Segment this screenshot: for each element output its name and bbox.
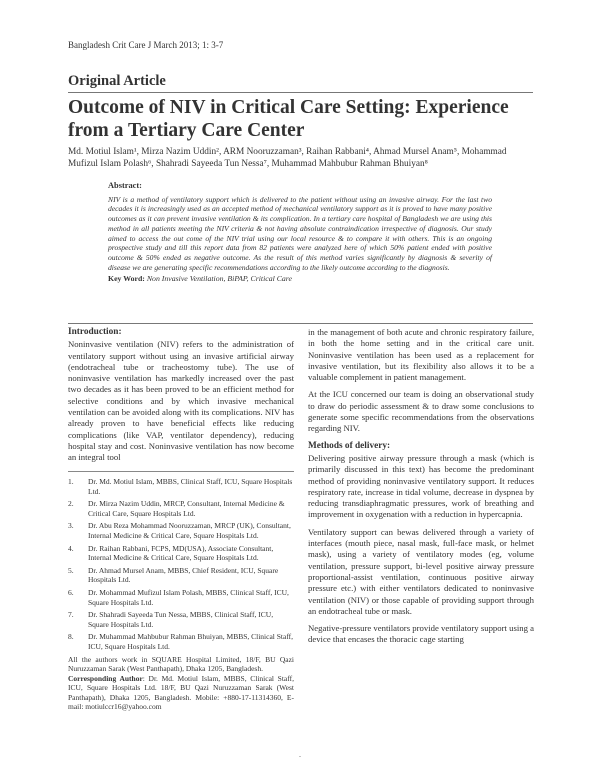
right-column bbox=[308, 327, 534, 652]
methods-paragraph: Delivering positive airway pressure through a mask (which is primarily discussed in this text) has become the predominant method of providing noninvasive ventilatory support. It reduces respiratory rate, increase in tidal volume, decrease in dyspnea by reducing transdiaphragmatic pressures, work of breathing and improvement in oxygenation with a reduction in hypercapnia. bbox=[308, 452, 534, 520]
author-line: Md. Motiul Islam¹, Mirza Nazim Uddin², ARM Nooruzzaman³, Raihan Rabbani⁴, Ahmad Mursel Anam⁵, Mohammad bbox=[68, 147, 507, 157]
author-list bbox=[68, 146, 536, 170]
affiliation-number: 6. bbox=[68, 587, 74, 597]
affiliation-item bbox=[68, 588, 294, 607]
corresponding-label: Corresponding Author bbox=[68, 673, 143, 683]
header-rule bbox=[68, 92, 533, 93]
affiliation-item bbox=[68, 566, 294, 585]
corresponding-text: : Dr. Md. Motiul Islam, MBBS, Clinical Staff, ICU, Square Hospitals Ltd. 18/F, BU Qazi Nuruzzaman Sarak (West Panthapath), Dhaka 1205, Bangladesh. Mobile: +880-17-11314360, E-mail: motiulccr16@yahoo.com bbox=[68, 673, 294, 712]
affiliations-block bbox=[68, 477, 294, 712]
affiliation-number: 3. bbox=[68, 521, 74, 531]
introduction-paragraph: Noninvasive ventilation (NIV) refers to the administration of ventilatory support without using an invasive artificial airway (endotracheal tube or tracheostomy tube). The use of noninvasive ventilation has markedly increased over the past two decades as it has been proved to be an efficient method for selective conditions and by which invasive mechanical ventilation can be avoided along with its complications. NIV has already proven to have beneficial effects like reducing complications (like VAP, ventilator dependency), reducing hospital stay and cost. Noninvasive ventilation has now become an integral tool bbox=[68, 339, 294, 463]
footnote-rule bbox=[68, 471, 294, 472]
affiliation-number: 4. bbox=[68, 543, 74, 553]
methods-heading: Methods of delivery: bbox=[308, 440, 391, 451]
affiliation-item bbox=[68, 499, 294, 518]
section-label: Original Article bbox=[68, 73, 166, 89]
affiliation-item bbox=[68, 632, 294, 651]
affiliation-number: 7. bbox=[68, 610, 74, 620]
authors-note: All the authors work in SQUARE Hospital Limited, 18/F, BU Qazi Nuruzzaman Sarak (West Panthapath), Dhaka 1205, Bangladesh. bbox=[68, 654, 294, 674]
affiliation-text: Dr. Shahradi Sayeeda Tun Nessa, MBBS, Clinical Staff, ICU, Square Hospitals Ltd. bbox=[88, 610, 274, 629]
affiliation-number: 5. bbox=[68, 565, 74, 575]
methods-paragraph: Negative-pressure ventilators provide ventilatory support using a device that encases the thoracic cage starting bbox=[308, 623, 534, 645]
abstract-heading: Abstract: bbox=[108, 181, 142, 190]
abstract-block bbox=[108, 181, 492, 284]
affiliation-item bbox=[68, 477, 294, 496]
footer-mark: . bbox=[299, 750, 301, 759]
abstract-body: NIV is a method of ventilatory support which is delivered to the patient without using an invasive airway. For the last two decades it is increasingly used as an accepted method of mechanical ventilatory support as it is proved to have many positive outcomes as it can prevent invasive ventilation & its complication. In a tertiary care hospital of Bangladesh we are using this method in all patients meeting the NIV criteria & not having absolute contraindication irrespective of diagnosis. Our study aimed to access the out come of the NIV trial using our local resource & to compare it with others. This is an ongoing prospective study and till this report data from 82 patients were analyzed here of which 50% patient ended with positive outcome & 50% ended as negative outcome. As the result of this method varies significantly by diagnosis & severity of disease we are generating specific recommendations according to the likely outcome according to the diagnosis. bbox=[108, 194, 492, 272]
affiliation-item bbox=[68, 544, 294, 563]
keywords bbox=[108, 274, 492, 284]
affiliation-text: Dr. Abu Reza Mohammad Nooruzzaman, MRCP (UK), Consultant, Internal Medicine & Critical Care, Square Hospitals Ltd. bbox=[88, 521, 291, 540]
keywords-label: Key Word: bbox=[108, 274, 145, 284]
affiliation-text: Dr. Ahmad Mursel Anam, MBBS, Chief Resident, ICU, Square Hospitals Ltd. bbox=[88, 565, 279, 585]
methods-paragraph: Ventilatory support can bewas delivered through a variety of interfaces (mouth piece, nasal mask, full-face mask, or helmet mask), using a variety of ventilatory modes (eg, volume ventilation, pressure support, bi-level positive airway pressure proportional-assist ventilation, continuous positive airway pressure etc.) with either ventilators dedicated to noninvasive ventilation (NIV) or those capable of providing support through an endotracheal tube or mask. bbox=[308, 526, 534, 616]
affiliation-number: 2. bbox=[68, 499, 74, 509]
corresponding-author bbox=[68, 674, 294, 712]
introduction-continued: in the management of both acute and chronic respiratory failure, in both the home setting and in the critical care unit. Noninvasive ventilation has been used as a replacement for invasive ventilation, but its flexibility also allows it to be a valuable complement in patient management. bbox=[308, 327, 534, 383]
affiliation-item bbox=[68, 610, 294, 629]
affiliation-text: Dr. Raihan Rabbani, FCPS, MD(USA), Associate Consultant, Internal Medicine & Critical Care, Square Hospitals Ltd. bbox=[88, 543, 274, 563]
abstract-rule bbox=[68, 323, 533, 324]
affiliation-list bbox=[68, 477, 294, 652]
introduction-heading: Introduction: bbox=[68, 327, 122, 337]
running-head: Bangladesh Crit Care J March 2013; 1: 3-7 bbox=[68, 40, 224, 50]
affiliation-number: 8. bbox=[68, 632, 74, 642]
affiliation-text: Dr. Muhammad Mahbubur Rahman Bhuiyan, MBBS, Clinical Staff, ICU, Square Hospitals Ltd. bbox=[88, 632, 294, 651]
author-line: Mufizul Islam Polash⁶, Shahradi Sayeeda Tun Nessa⁷, Muhammad Mahbubur Rahman Bhuiyan⁸ bbox=[68, 159, 428, 169]
keywords-text: Non Invasive Ventilation, BiPAP, Critical Care bbox=[146, 274, 293, 284]
affiliation-text: Dr. Mirza Nazim Uddin, MRCP, Consultant, Internal Medicine & Critical Care, Square Hospitals Ltd. bbox=[88, 499, 285, 518]
article-title: Outcome of NIV in Critical Care Setting: Experience from a Tertiary Care Center bbox=[68, 97, 509, 141]
icu-paragraph: At the ICU concerned our team is doing an observational study to draw do periodic assessment & to draw some conclusions to generate some specific recommendations from the observations regarding NIV. bbox=[308, 389, 534, 434]
affiliation-item bbox=[68, 521, 294, 540]
affiliation-text: Dr. Mohammad Mufizul Islam Polash, MBBS, Clinical Staff, ICU, Square Hospitals Ltd. bbox=[88, 587, 289, 607]
affiliation-number: 1. bbox=[68, 477, 74, 486]
left-column bbox=[68, 327, 294, 470]
affiliation-text: Dr. Md. Motiul Islam, MBBS, Clinical Staff, ICU, Square Hospitals Ltd. bbox=[88, 477, 293, 496]
